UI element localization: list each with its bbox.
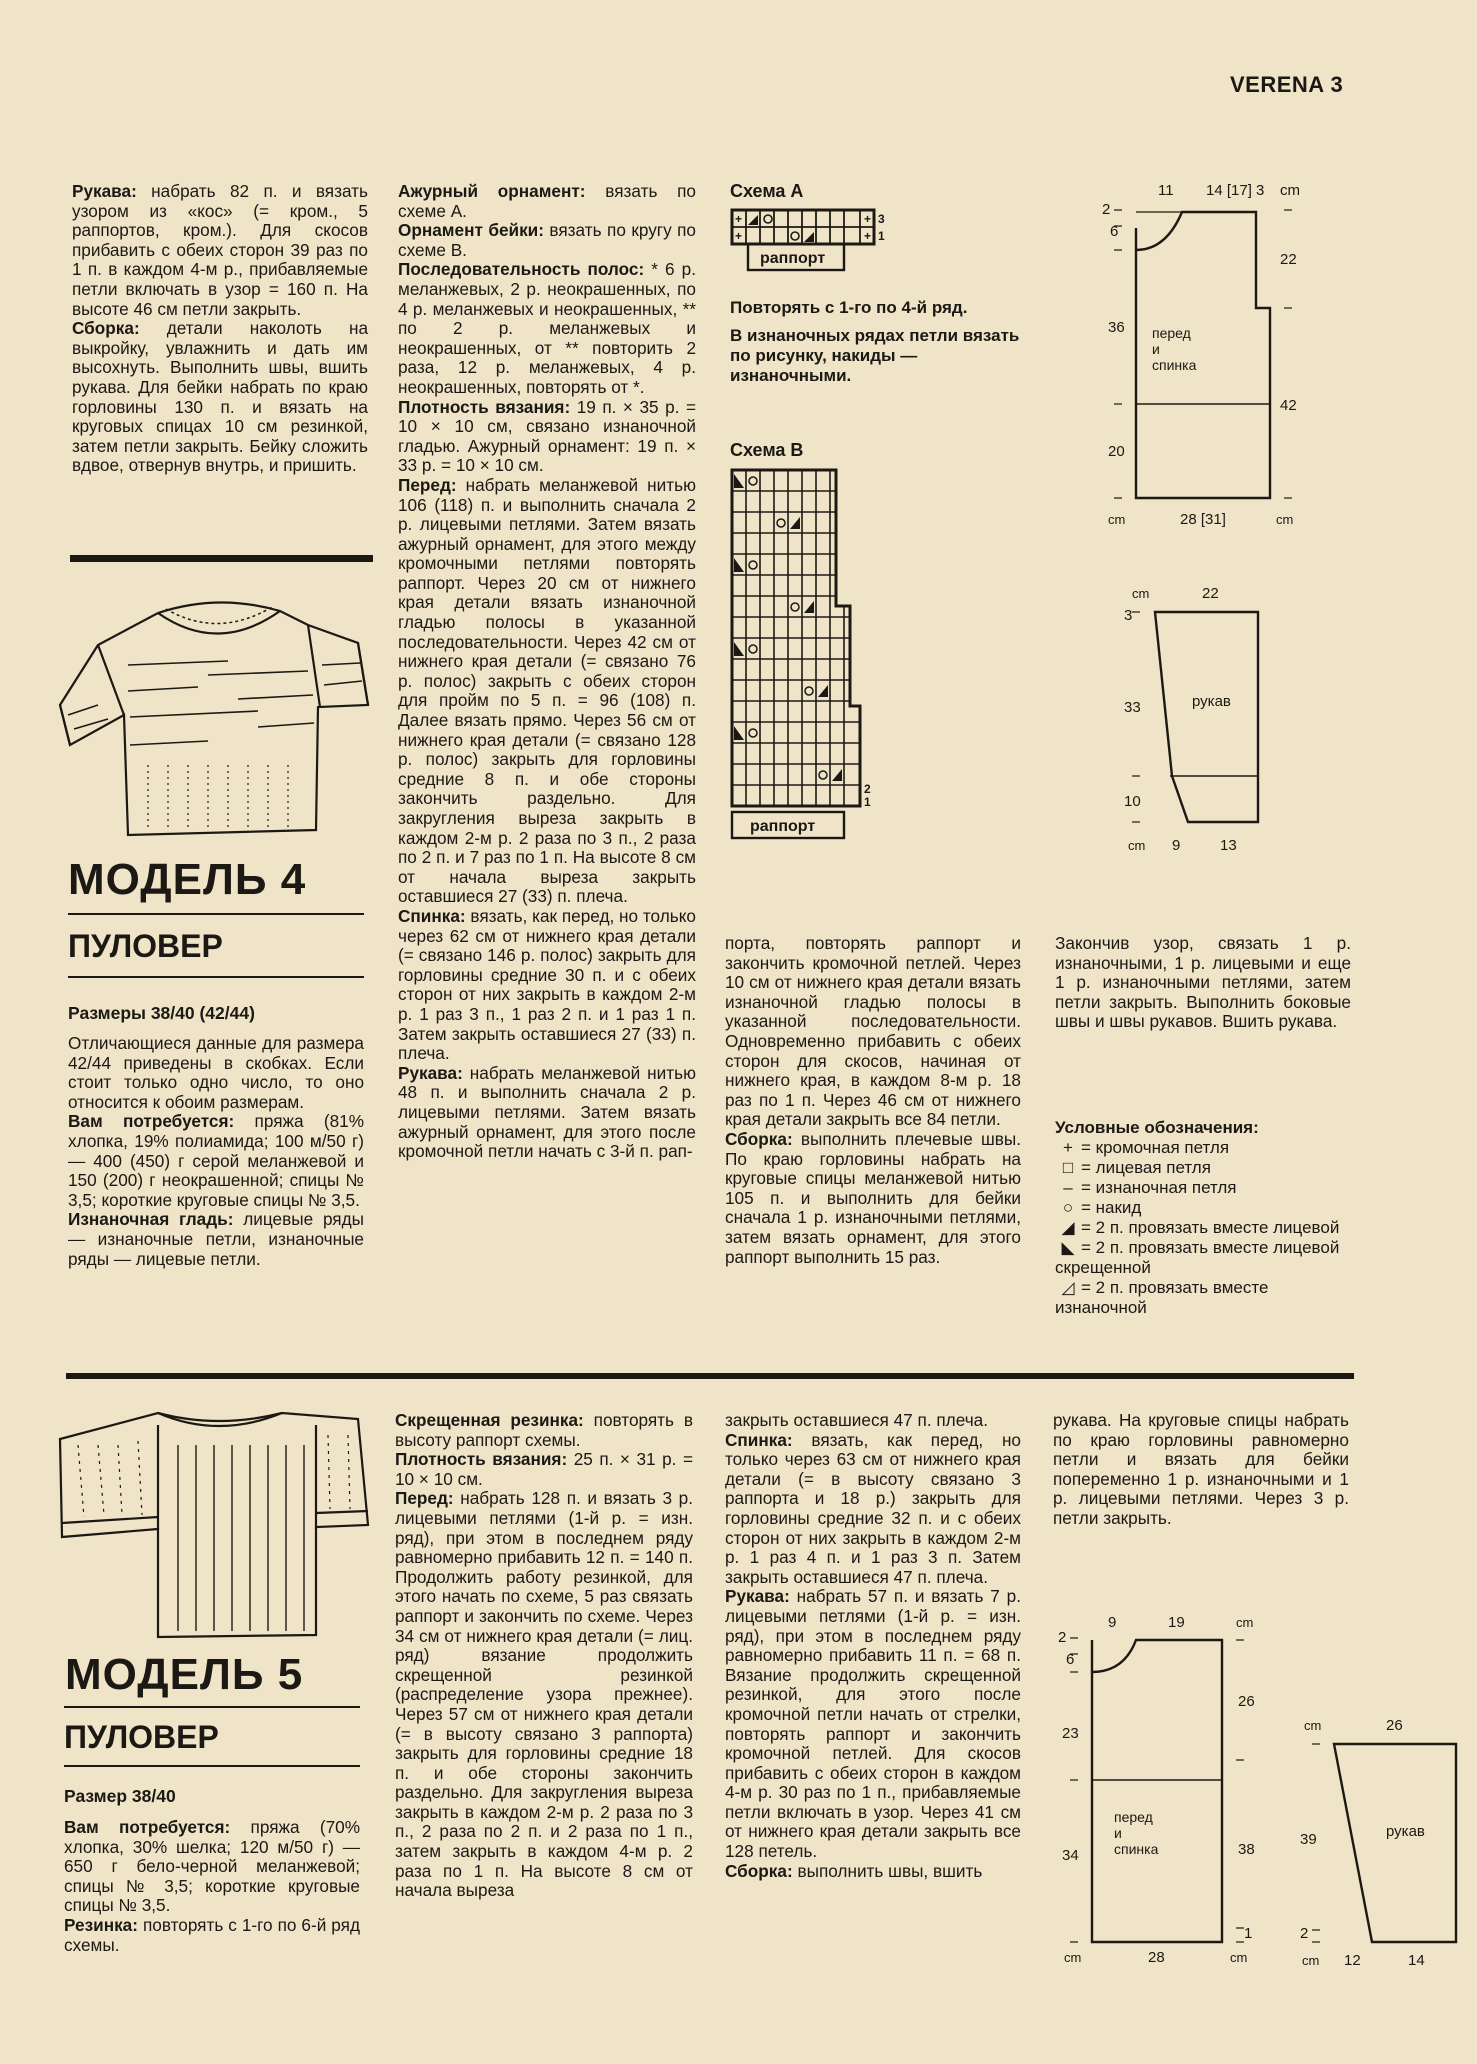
p5b-right-38: 38	[1238, 1841, 1255, 1858]
p5b-label-2: и	[1114, 1825, 1122, 1841]
legend-item-yarnover: ○ = накид	[1062, 1198, 1142, 1217]
p4b-right-42: 42	[1280, 397, 1297, 414]
p5b-top-19: 19	[1168, 1614, 1185, 1631]
p5b-label-1: перед	[1114, 1809, 1153, 1825]
p5b-left-6: 6	[1066, 1651, 1075, 1668]
p4b-label-3: спинка	[1152, 357, 1197, 373]
p5s-bottom-14: 14	[1408, 1952, 1425, 1969]
scheme-b-row1: 1	[864, 795, 871, 809]
model5-sweater-sketch	[58, 1405, 376, 1645]
divider-thin	[64, 1706, 360, 1708]
svg-text:+: +	[735, 212, 743, 226]
p4b-top-14: 14 [17] 3	[1206, 182, 1265, 199]
p4b-top-11: 11	[1158, 182, 1174, 199]
p4s-bottom-cm: cm	[1128, 838, 1146, 853]
model5-title: МОДЕЛЬ 5	[65, 1650, 304, 1699]
p4b-label-2: и	[1152, 341, 1160, 357]
p4b-right-22: 22	[1280, 251, 1297, 268]
p4b-label-1: перед	[1152, 325, 1191, 341]
svg-text:+: +	[864, 229, 872, 243]
p4s-top-cm: cm	[1132, 586, 1150, 601]
legend-item-k2tog: ◢ = 2 п. провязать вместе лицевой	[1061, 1218, 1340, 1237]
divider-thin	[64, 1765, 360, 1767]
p4b-bottom-28: 28 [31]	[1180, 511, 1226, 528]
scheme-b-chart	[728, 466, 888, 856]
legend-item-edge: + = кромочная петля	[1063, 1138, 1230, 1157]
p5s-label: рукав	[1386, 1823, 1425, 1840]
scheme-a-title: Схема А	[730, 181, 804, 201]
model4-body-pattern	[1090, 180, 1320, 530]
p4b-left-20: 20	[1108, 443, 1125, 460]
p5s-left-39: 39	[1300, 1831, 1317, 1848]
p4b-bottom-cm: cm	[1108, 512, 1126, 527]
scheme-b-rapport-label: раппорт	[750, 818, 816, 835]
model5-subtitle: ПУЛОВЕР	[64, 1719, 219, 1755]
p4s-bottom-13: 13	[1220, 837, 1237, 854]
p5b-left-34: 34	[1062, 1847, 1079, 1864]
legend-item-knit: □ = лицевая петля	[1062, 1158, 1211, 1177]
model4-finishing-text: Закончив узор, связать 1 р. изнаночными, 1 р. лицевыми и еще 1 р. изнаночными петлями, затем петли закрыть. Выполнить боковые швы и швы рукавов. Вшить рукава.	[1055, 933, 1351, 1032]
p4b-left-36: 36	[1108, 319, 1125, 336]
sleeve-assembly-text: Рукава: набрать 82 п. и вязать узором из «кос» (= кром., 5 раппортов, кром.). Для скосов прибавить с обеих сторон 39 раз по 1 п. в каждом 4-м р., прибавляемые петли включать в узор = 160 п. На высоте 46 см петли закрыть. Сборка: детали наколоть на выкройку, увлажнить и дать им высохнуть. Выполнить швы, вшить рукава. Для бейки набрать по краю горловины 130 п. и вязать на круговых спицах 10 см резинкой, затем петли закрыть. Бейку сложить вдвое, отвернув внутрь, и пришить.	[72, 181, 368, 476]
p5b-top-9: 9	[1108, 1614, 1117, 1631]
magazine-brand: VERENA 3	[1230, 72, 1344, 97]
model4-sleeve-pattern	[1110, 582, 1310, 862]
legend-item-purl: – = изнаночная петля	[1063, 1178, 1237, 1197]
legend-item-k2tog-tbl: ◣ = 2 п. провязать вместе лицевой скрещенной	[1055, 1238, 1340, 1277]
divider-thin	[68, 976, 364, 978]
p5b-right-26: 26	[1238, 1693, 1255, 1710]
model4-intro-text: Отличающиеся данные для размера 42/44 приведены в скобках. Если стоит только одно число, то оно относится к обоим размерам. Вам потребуется: пряжа (81% хлопка, 19% полиамида; 100 м/50 г) — 400 (450) г серой меланжевой и 150 (200) г неокрашенной; спицы № 3,5; короткие круговые спицы № 3,5. Изнаночная гладь: лицевые ряды — изнаночные петли, изнаночные ряды — лицевые петли.	[68, 1033, 365, 1269]
model5-sleeve-pattern	[1290, 1712, 1477, 1974]
p4s-label: рукав	[1192, 693, 1231, 710]
model5-finishing-text: рукава. На круговые спицы набрать по краю горловины равномерно петли и вязать для бейки попеременно 1 р. изнаночными и 1 р. лицевыми петлями. Через 3 р. петли закрыть.	[1053, 1410, 1349, 1528]
p5s-left-2: 2	[1300, 1925, 1309, 1942]
p5b-bottom-28: 28	[1148, 1949, 1165, 1966]
p4s-left-10: 10	[1124, 793, 1141, 810]
p5s-top-26: 26	[1386, 1717, 1403, 1734]
legend-title: Условные обозначения:	[1055, 1118, 1259, 1137]
p4s-top-22: 22	[1202, 585, 1219, 602]
section-divider	[66, 1373, 1354, 1379]
model5-intro-text: Вам потребуется: пряжа (70% хлопка, 30% шелка; 120 м/50 г) — 650 г бело-черной меланжевой; спицы № 3,5; короткие круговые спицы № 3,5. Резинка: повторять с 1-го по 6-й ряд схемы.	[64, 1817, 361, 1955]
bleed-through-shadow	[720, 58, 1380, 128]
model4-sizes: Размеры 38/40 (42/44)	[68, 1003, 255, 1023]
scheme-a-rapport-label: раппорт	[760, 250, 826, 267]
model4-subtitle: ПУЛОВЕР	[68, 928, 223, 964]
legend	[1055, 1118, 1355, 1318]
scheme-a-chart	[730, 208, 900, 280]
model5-size: Размер 38/40	[64, 1786, 176, 1806]
model4-title: МОДЕЛЬ 4	[68, 855, 307, 904]
p5s-top-cm: cm	[1304, 1718, 1322, 1733]
p4s-left-3: 3	[1124, 607, 1133, 624]
model4-instructions-text: Ажурный орнамент: вязать по схеме А. Орнамент бейки: вязать по кругу по схеме В. Последовательность полос: * 6 р. меланжевых, 2 р. неокрашенных, по 4 р. меланжевых и неокрашенных, ** по 2 р. меланжевых и неокрашенных, от ** повторить 2 раза, 12 р. меланжевых, 4 р. неокрашенных, повторять от *. Плотность вязания: 19 п. × 35 р. = 10 × 10 см, связано изнаночной гладью. Ажурный орнамент: 19 п. × 33 р. = 10 × 10 см. Перед: набрать меланжевой нитью 106 (118) п. и выполнить сначала 2 р. лицевыми петлями. Затем вязать ажурный орнамент, для этого между кромочными петлями повторять раппорт. Через 20 см от нижнего края детали вязать изнаночной гладью полосы в указанной последовательности. Через 42 см от нижнего края детали (= связано 76 р. полос) закрыть с обеих сторон для пройм по 5 п. = 96 (108) п. Далее вязать прямо. Через 56 см от нижнего края детали (= связано 128 р. полос) закрыть для горловины средние 8 п. и обе стороны закончить раздельно. Для закругления выреза закрыть в каждом 2-м р. 2 раза по 3 п., 2 раза по 2 п. и 7 раз по 1 п. На высоте 8 см от начала выреза закрыть оставшиеся 27 (33) п. плеча. Спинка: вязать, как перед, но только через 62 см от нижнего края детали (= связано 146 р. полос) закрыть для горловины средние 30 п. и с обеих сторон от них закрыть в каждом 2-м р. 1 раз 3 п., 1 раз 2 п. и 1 раз 1 п. Затем закрыть оставшиеся 27 (33) п. плеча. Рукава: набрать меланжевой нитью 48 п. и выполнить сначала 2 р. лицевыми петлями. Затем вязать ажурный орнамент, для этого после кромочной петли начать с 3-й п. рап-	[398, 181, 696, 1162]
p4b-bottom-cm2: cm	[1276, 512, 1294, 527]
svg-text:+: +	[735, 229, 743, 243]
p4b-left-2: 2	[1102, 201, 1111, 218]
p5b-left-2: 2	[1058, 1629, 1067, 1646]
scheme-b-title: Схема В	[730, 440, 804, 460]
p5b-bottom-cm2: cm	[1230, 1950, 1248, 1965]
scheme-a-row1: 1	[878, 229, 885, 243]
p4s-left-33: 33	[1124, 699, 1141, 716]
svg-text:+: +	[864, 212, 872, 226]
divider-thick	[70, 555, 373, 562]
scheme-a-row3: 3	[878, 212, 885, 226]
p5b-label-3: спинка	[1114, 1841, 1159, 1857]
sleeve-continuation-text: порта, повторять раппорт и закончить кромочной петлей. Через 10 см от нижнего края детали вязать изнаночной гладью полосы в указанной последовательности. Одновременно прибавить с обеих сторон для скосов, начиная от нижнего края, в каждом 8-м р. 18 раз по 1 п. Через 46 см от нижнего края детали закрыть все 84 петли. Сборка: выполнить плечевые швы. По краю горловины набрать на круговые спицы меланжевой нитью 105 п. и выполнить для бейки сначала 1 р. изнаночными петлями, затем вязать орнамент, для этого раппорт выполнить 15 раз.	[725, 933, 1021, 1267]
model5-body-pattern	[1050, 1612, 1280, 1972]
model5-front-text: Скрещенная резинка: повторять в высоту раппорт схемы. Плотность вязания: 25 п. × 31 р. = 10 × 10 см. Перед: набрать 128 п. и вязать 3 р. лицевыми петлями (1-й р. = изн. ряд), при этом в последнем ряду равномерно прибавить 12 п. = 140 п. Продолжить работу резинкой, для этого начать по схеме, 5 раз связать раппорт и закончить по схеме. Через 34 см от нижнего края детали (= лиц. ряд) вязание продолжить скрещенной резинкой (распределение узора прежнее). Через 57 см от нижнего края детали (= в высоту связано 3 раппорта) закрыть для горловины средние 18 п. и обе стороны закончить раздельно. Для закругления выреза закрыть в каждом 2-м р. 2 раза по 3 п., 2 раза по 2 п. и 2 раза по 1 п., затем закрыть в каждом 4-м р. 2 раза по 1 п. На высоте 8 см от начала выреза	[395, 1410, 693, 1901]
p5s-bottom-cm: cm	[1302, 1953, 1320, 1968]
legend-item-p2tog: ◿ = 2 п. провязать вместе изнаночной	[1055, 1278, 1269, 1317]
p5b-bottom-cm: cm	[1064, 1950, 1082, 1965]
p5b-left-23: 23	[1062, 1725, 1079, 1742]
scheme-b-row2: 2	[864, 782, 871, 796]
scheme-a-note: Повторять с 1-го по 4-й ряд. В изнаночных рядах петли вязать по рисунку, накиды — изнаночными.	[730, 298, 1020, 385]
model4-sweater-sketch	[58, 595, 374, 845]
model5-back-sleeve-text: закрыть оставшиеся 47 п. плеча. Спинка: вязать, как перед, но только через 63 см от нижнего края детали (= в высоту связано 3 раппорта и 18 р.) закрыть для горловины средние 32 п. и с обеих сторон от них закрыть в каждом 2-м р. 1 раз 4 п. и 1 раз 3 п. Затем закрыть оставшиеся 47 п. плеча. Рукава: набрать 57 п. и вязать 7 р. лицевыми петлями (1-й р. = изн. ряд), при этом в последнем ряду равномерно прибавить 11 п. = 68 п. Вязание продолжить скрещенной резинкой, для этого после кромочной петли начать от стрелки, повторять раппорт и закончить кромочной петлей. Для скосов прибавить с обеих сторон в каждом 4-м р. 30 раз по 1 п., прибавляемые петли включать в узор. Через 41 см от нижнего края детали закрыть все 128 петель. Сборка: выполнить швы, вшить	[725, 1410, 1021, 1881]
p4s-bottom-9: 9	[1172, 837, 1181, 854]
p5b-right-1: 1	[1244, 1925, 1253, 1942]
p4b-top-cm: cm	[1280, 182, 1300, 199]
p5b-top-cm: cm	[1236, 1615, 1254, 1630]
p5s-bottom-12: 12	[1344, 1952, 1361, 1969]
p4b-left-6: 6	[1110, 223, 1119, 240]
divider-thin	[68, 913, 364, 915]
